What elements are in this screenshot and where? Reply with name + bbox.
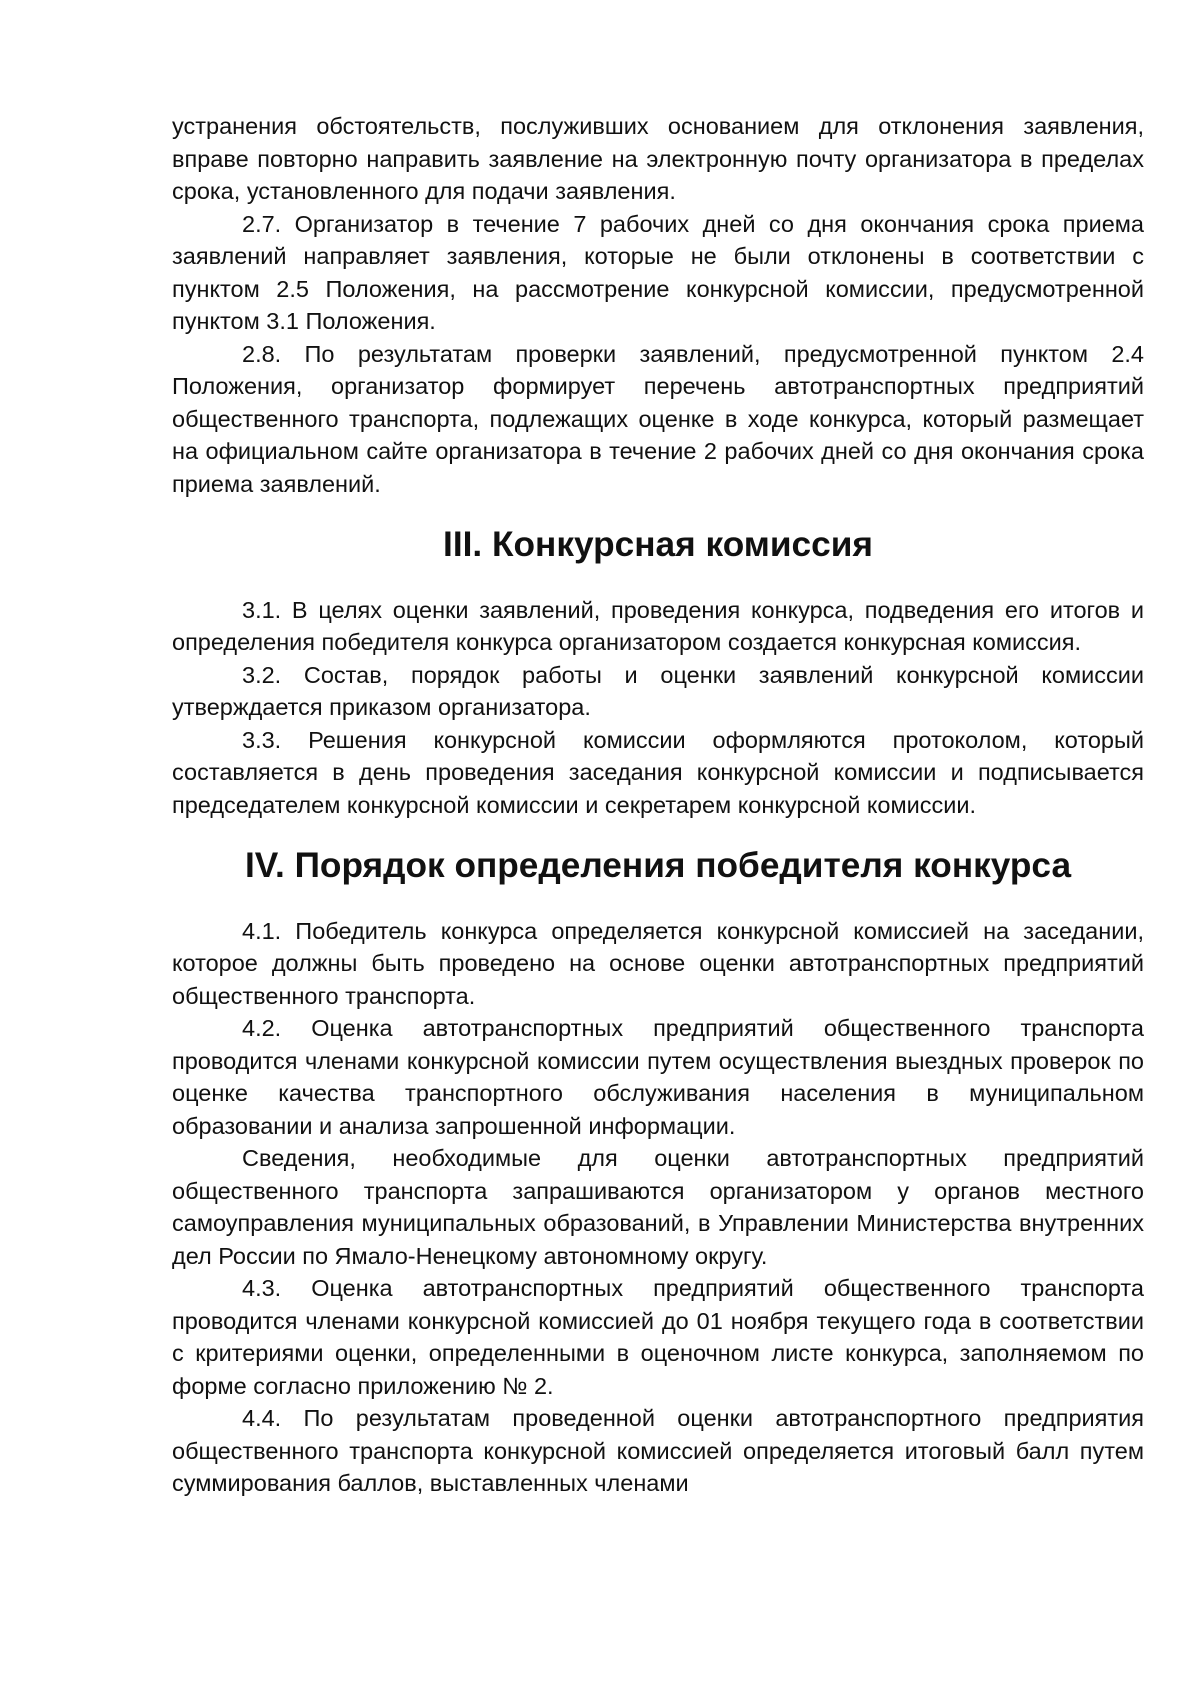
section-4-title: IV. Порядок определения победителя конкурса	[244, 846, 1072, 885]
paragraph-4-2-info: Сведения, необходимые для оценки автотранспортных предприятий общественного транспорта запрашиваются организатором у органов местного самоуправления муниципальных образований, в Управлении Министерства внутренних дел России по Ямало-Ненецкому автономному округу.	[172, 1145, 1144, 1269]
paragraph-4-1: 4.1. Победитель конкурса определяется конкурсной комиссией на заседании, которое должны быть проведено на основе оценки автотранспортных предприятий общественного транспорта.	[172, 917, 1144, 1009]
document-page	[172, 110, 1144, 1500]
paragraph-4-4: 4.4. По результатам проведенной оценки автотранспортного предприятия общественного транспорта конкурсной комиссией определяется итоговый балл путем суммирования баллов, выставленных членами	[172, 1405, 1144, 1496]
paragraph-4-2: 4.2. Оценка автотранспортных предприятий общественного транспорта проводится членами конкурсной комиссии путем осуществления выездных проверок по оценке качества транспортного обслуживания населения в муниципальном образовании и анализа запрошенной информации.	[172, 1015, 1144, 1139]
paragraph-3-3: 3.3. Решения конкурсной комиссии оформляются протоколом, который составляется в день проведения заседания конкурсной комиссии и подписывается председателем конкурсной комиссии и секретарем конкурсной комиссии.	[172, 726, 1144, 818]
section-3-title: III. Конкурсная комиссия	[443, 525, 873, 564]
paragraph-3-1: 3.1. В целях оценки заявлений, проведения конкурса, подведения его итогов и определения победителя конкурса организатором создается конкурсная комиссия.	[172, 596, 1144, 655]
paragraph-4-3: 4.3. Оценка автотранспортных предприятий общественного транспорта проводится членами конкурсной комиссией до 01 ноября текущего года в соответствии с критериями оценки, определенными в оценочном листе конкурса, заполняемом по форме согласно приложению № 2.	[172, 1275, 1144, 1399]
paragraph-2-7: 2.7. Организатор в течение 7 рабочих дней со дня окончания срока приема заявлений направляет заявления, которые не были отклонены в соответствии с пунктом 2.5 Положения, на рассмотрение конкурсной комиссии, предусмотренной пунктом 3.1 Положения.	[172, 210, 1144, 334]
paragraph-3-2: 3.2. Состав, порядок работы и оценки заявлений конкурсной комиссии утверждается приказом организатора.	[172, 661, 1144, 720]
paragraph-intro-continuation: устранения обстоятельств, послуживших основанием для отклонения заявления, вправе повторно направить заявление на электронную почту организатора в пределах срока, установленного для подачи заявления.	[172, 113, 1144, 204]
paragraph-2-8: 2.8. По результатам проверки заявлений, предусмотренной пунктом 2.4 Положения, организатор формирует перечень автотранспортных предприятий общественного транспорта, подлежащих оценке в ходе конкурса, который размещает на официальном сайте организатора в течение 2 рабочих дней со дня окончания срока приема заявлений.	[172, 340, 1144, 497]
